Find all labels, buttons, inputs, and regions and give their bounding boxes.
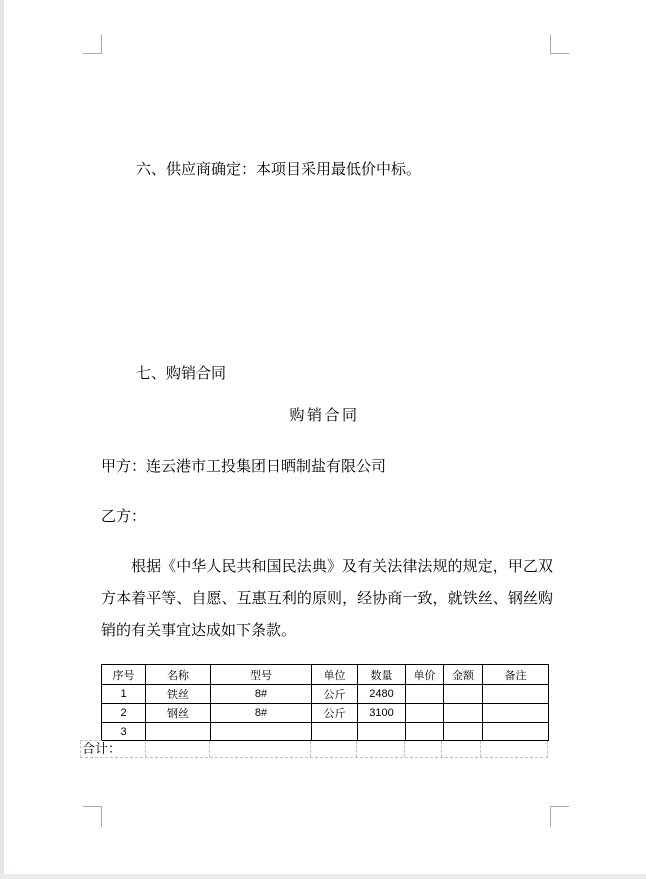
- table-cell[interactable]: [483, 685, 549, 704]
- party-a-line[interactable]: 甲方：连云港市工投集团日晒制盐有限公司: [101, 458, 387, 475]
- table-cell[interactable]: [358, 723, 406, 741]
- table-cell[interactable]: 铁丝: [146, 685, 211, 704]
- header-cell-model[interactable]: 型号: [211, 665, 312, 685]
- total-row: [80, 741, 548, 758]
- table-cell[interactable]: [406, 723, 444, 741]
- table-cell[interactable]: [146, 723, 211, 741]
- section-six-heading[interactable]: 六、供应商确定：本项目采用最低价中标。: [136, 161, 422, 178]
- table-cell[interactable]: 2480: [358, 685, 406, 704]
- header-cell-index[interactable]: 序号: [102, 665, 146, 685]
- total-label-cell[interactable]: 合计：: [81, 741, 146, 757]
- table-header-row: [102, 665, 549, 685]
- total-empty-cell[interactable]: [210, 741, 311, 757]
- preamble-paragraph[interactable]: 根据《中华人民共和国民法典》及有关法律法规的规定，甲乙双方本着平等、自愿、互惠互利的原则，经协商一致，就铁丝、钢丝购销的有关事宜达成如下条款。: [101, 558, 553, 639]
- table-cell[interactable]: 公斤: [312, 685, 358, 704]
- table-cell[interactable]: 公斤: [312, 704, 358, 723]
- contract-title[interactable]: 购销合同: [289, 407, 360, 424]
- party-b-line[interactable]: 乙方：: [101, 508, 147, 525]
- table-cell[interactable]: [483, 704, 549, 723]
- header-cell-unit-price[interactable]: 单价: [406, 665, 444, 685]
- header-cell-quantity[interactable]: 数量: [358, 665, 406, 685]
- table-cell[interactable]: 3: [102, 723, 146, 741]
- table-row-2: [102, 704, 549, 723]
- table-row-3: [102, 723, 549, 741]
- total-empty-cell[interactable]: [311, 741, 357, 757]
- text-boundary-mark-top-left: [83, 35, 102, 54]
- table-cell[interactable]: [444, 723, 483, 741]
- total-empty-cell[interactable]: [481, 741, 547, 757]
- items-table: [101, 664, 549, 741]
- table-cell[interactable]: [483, 723, 549, 741]
- table-cell[interactable]: [444, 685, 483, 704]
- table-cell[interactable]: 钢丝: [146, 704, 211, 723]
- total-empty-cell[interactable]: [442, 741, 481, 757]
- table-cell[interactable]: 1: [102, 685, 146, 704]
- table-row-1: [102, 685, 549, 704]
- table-cell[interactable]: [406, 704, 444, 723]
- header-cell-remarks[interactable]: 备注: [483, 665, 549, 685]
- table-cell[interactable]: 8#: [211, 685, 312, 704]
- text-boundary-mark-top-right: [550, 35, 569, 54]
- text-boundary-mark-bottom-left: [83, 806, 102, 827]
- total-empty-cell[interactable]: [146, 741, 211, 757]
- section-seven-heading[interactable]: 七、购销合同: [136, 365, 227, 382]
- table-cell[interactable]: 3100: [358, 704, 406, 723]
- table-cell[interactable]: [312, 723, 358, 741]
- header-cell-unit[interactable]: 单位: [312, 665, 358, 685]
- table-cell[interactable]: [211, 723, 312, 741]
- app-background-bottom-edge: [0, 874, 646, 879]
- table-cell[interactable]: 2: [102, 704, 146, 723]
- total-empty-cell[interactable]: [357, 741, 405, 757]
- total-empty-cell[interactable]: [405, 741, 443, 757]
- table-cell[interactable]: 8#: [211, 704, 312, 723]
- app-background-left-edge: [0, 0, 4, 879]
- header-cell-amount[interactable]: 金额: [444, 665, 483, 685]
- header-cell-name[interactable]: 名称: [146, 665, 211, 685]
- text-boundary-mark-bottom-right: [550, 806, 569, 827]
- table-cell[interactable]: [444, 704, 483, 723]
- table-cell[interactable]: [406, 685, 444, 704]
